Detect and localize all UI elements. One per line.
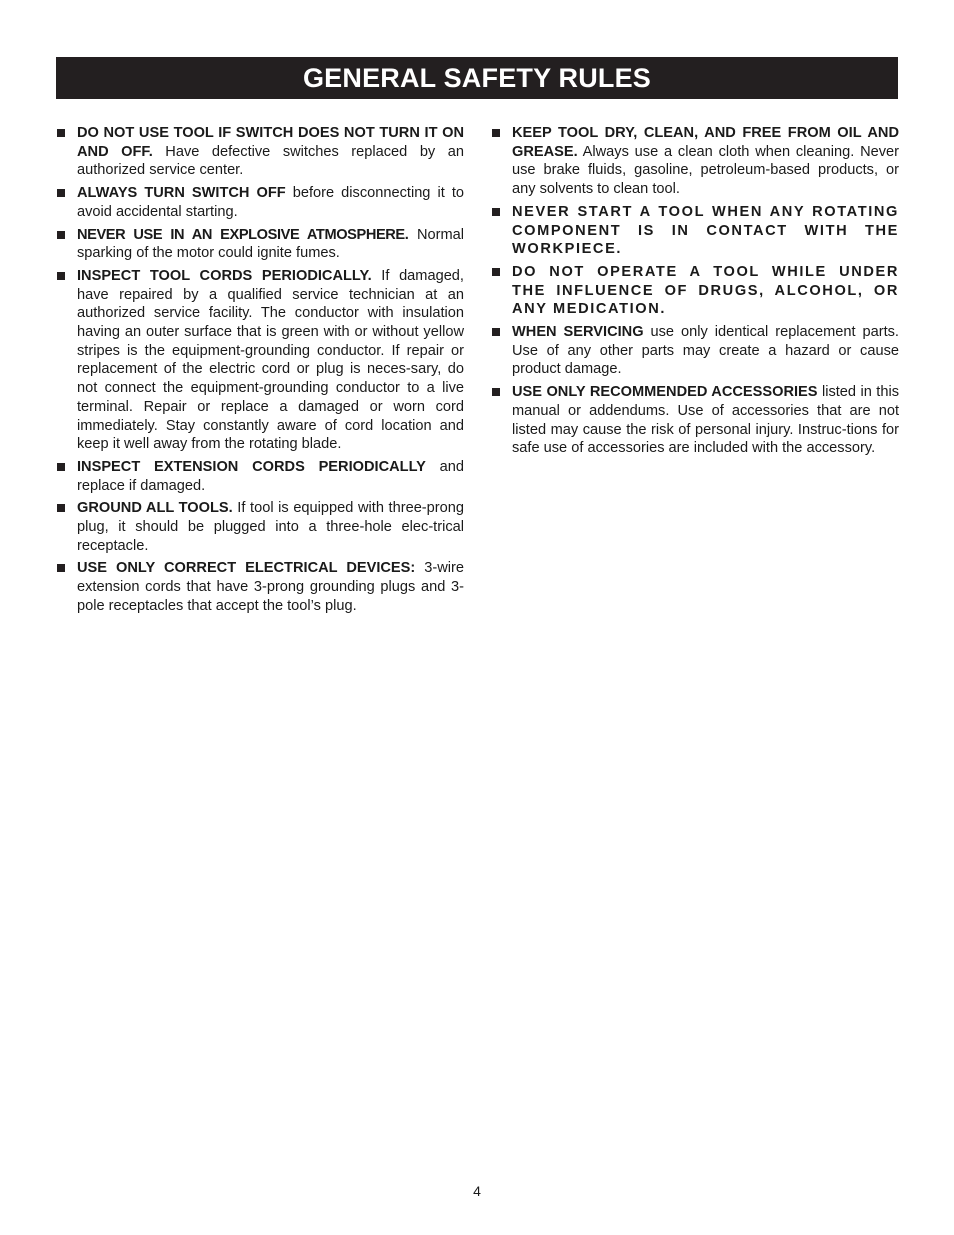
rule-heading: GROUND ALL TOOLS. — [77, 500, 233, 517]
page-title: GENERAL SAFETY RULES — [302, 62, 652, 93]
safety-rule — [56, 559, 464, 615]
safety-rule — [491, 383, 899, 458]
safety-rule — [56, 184, 464, 221]
rule-text: Always use a clean cloth when cleaning. Never use brake fluids, gasoline, petroleum-based products, or any solvents to clean tool. — [512, 143, 899, 198]
rule-heading: USE ONLY CORRECT ELECTRICAL DEVICES: — [77, 560, 416, 577]
rule-text: If damaged, have repaired by a qualified service technician at an authorized service facility. The conductor with insulation having an outer surface that is green with or without yellow stripes is the equipment-grounding conductor. If repair or replacement of the electric cord or plug is neces-sary, do not connect the equipment-grounding conductor to a live terminal. Repair or replace a damaged or worn cord immediately. Stay constantly aware of cord location and keep it well away from the rotating blade. — [77, 267, 464, 453]
rule-text: use only identical replacement parts. Use of any other parts may create a hazard or cause product damage. — [512, 324, 899, 378]
rule-heading: NEVER USE IN AN EXPLOSIVE ATMOSPHERE. — [77, 226, 409, 243]
left-column — [56, 124, 464, 620]
rule-text: If tool is equipped with three-prong plug, it should be plugged into a three-hole elec-trical receptacle. — [77, 500, 464, 554]
rule-text: listed in this manual or addendums. Use of accessories that are not listed may cause the risk of personal injury. Instruc-tions for safe use of accessories are included with the accessory. — [512, 384, 899, 457]
rule-heading: KEEP TOOL DRY, CLEAN, AND FREE FROM OIL AND GREASE. — [512, 125, 899, 160]
safety-rule — [56, 458, 464, 495]
square-bullet-icon — [57, 564, 65, 572]
square-bullet-icon — [492, 129, 500, 137]
rule-heading: DO NOT USE TOOL IF SWITCH DOES NOT TURN IT ON AND OFF. — [77, 125, 464, 160]
square-bullet-icon — [492, 208, 500, 216]
square-bullet-icon — [57, 129, 65, 137]
safety-rule — [56, 226, 464, 263]
square-bullet-icon — [57, 189, 65, 197]
right-column — [491, 124, 899, 462]
square-bullet-icon — [57, 272, 65, 280]
safety-rule — [491, 203, 899, 259]
safety-rule — [56, 267, 464, 454]
safety-rule — [56, 124, 464, 180]
rule-heading: INSPECT TOOL CORDS PERIODICALLY. — [77, 267, 372, 284]
rule-text: before disconnecting it to avoid accidental starting. — [77, 185, 464, 220]
square-bullet-icon — [57, 463, 65, 471]
safety-rule — [491, 323, 899, 379]
square-bullet-icon — [492, 388, 500, 396]
rule-text: 3-wire extension cords that have 3-prong grounding plugs and 3-pole receptacles that accept the tool’s plug. — [77, 560, 464, 614]
rule-heading: USE ONLY RECOMMENDED ACCESSORIES — [512, 384, 818, 401]
safety-rule — [56, 499, 464, 555]
safety-rule — [491, 263, 899, 319]
rule-heading: INSPECT EXTENSION CORDS PERIODICALLY — [77, 458, 426, 475]
rule-heading: WHEN SERVICING — [512, 324, 644, 341]
square-bullet-icon — [57, 231, 65, 239]
square-bullet-icon — [57, 504, 65, 512]
square-bullet-icon — [492, 328, 500, 336]
rule-heading: NEVER START A TOOL WHEN ANY ROTATING COMPONENT IS IN CONTACT WITH THE WORKPIECE. — [512, 203, 899, 258]
safety-rule — [491, 124, 899, 199]
rule-text: Normal sparking of the motor could ignite fumes. — [77, 226, 464, 262]
page-number: 4 — [473, 1183, 481, 1199]
rule-text: and replace if damaged. — [77, 458, 465, 494]
rule-text: Have defective switches replaced by an authorized service center. — [77, 143, 464, 179]
title-banner — [56, 57, 898, 99]
square-bullet-icon — [492, 268, 500, 276]
rule-heading: ALWAYS TURN SWITCH OFF — [77, 185, 286, 202]
rule-heading: DO NOT OPERATE A TOOL WHILE UNDER THE INFLUENCE OF DRUGS, ALCOHOL, OR ANY MEDICATION. — [512, 263, 899, 318]
